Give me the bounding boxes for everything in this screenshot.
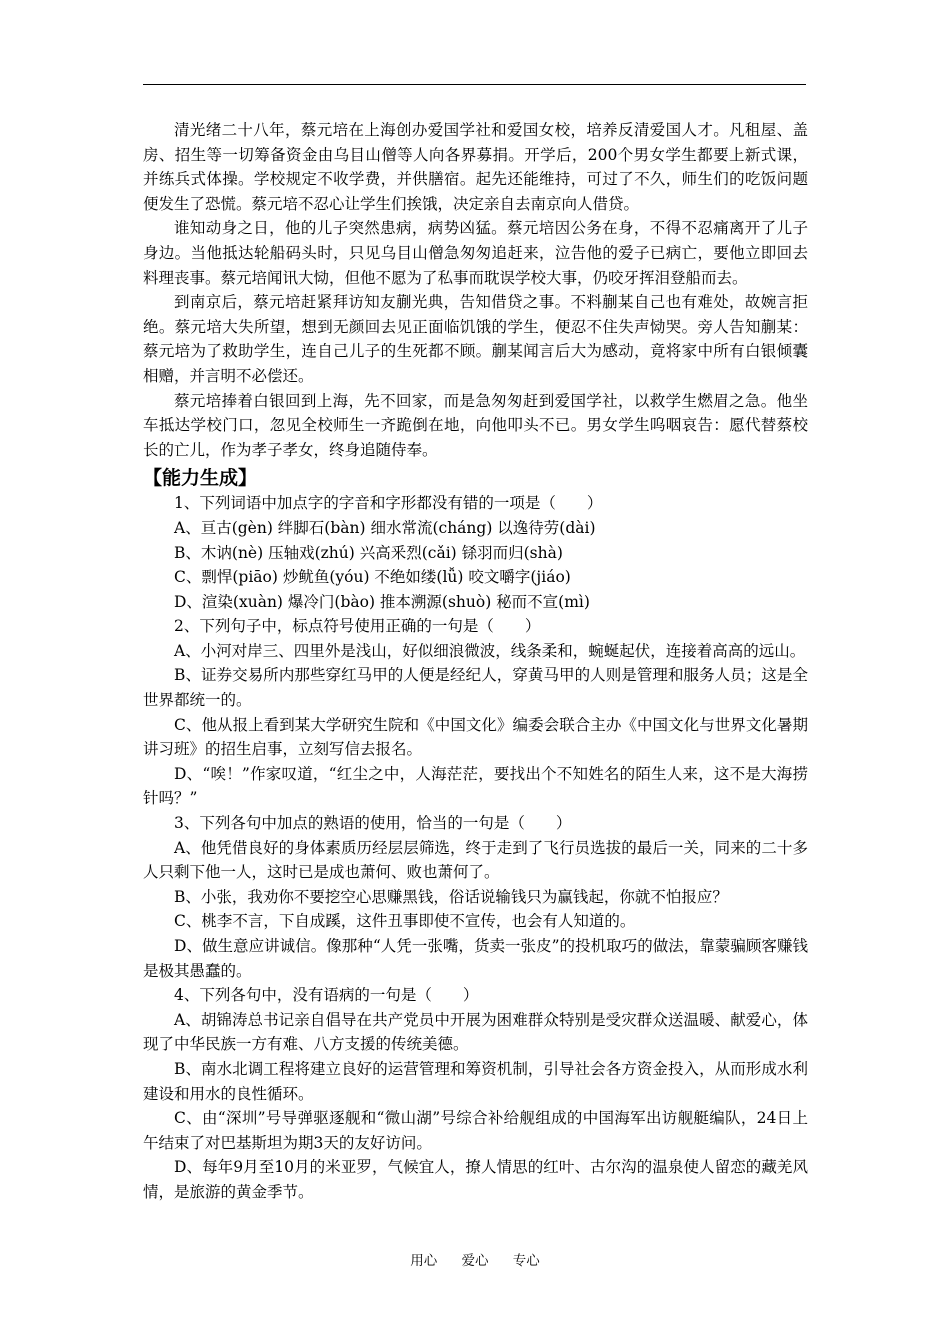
question-stem: 4、下列各句中，没有语病的一句是（ ） xyxy=(174,986,479,1005)
passage-paragraph: 清光绪二十八年，蔡元培在上海创办爱国学社和爱国女校，培养反清爱国人才。凡租屋、盖房、招生等一切筹备资金由乌目山僧等人向各界募捐。开学后，200个男女学生都要上新式课，并练兵式体操。学校规定不收学费，并供膳宿。起先还能维持，可过了不久，师生们的吃饭问题便发生了恐慌。蔡元培不忍心让学生们挨饿，决定亲自去南京向人借贷。 xyxy=(143,121,808,213)
page-footer xyxy=(0,1249,950,1269)
question-option: D、渲染(xuàn) 爆冷门(bào) 推本溯源(shuò) 秘而不宣(mì) xyxy=(174,592,590,611)
question-option: B、小张，我劝你不要挖空心思赚黑钱，俗话说输钱只为赢钱起，你就不怕报应？ xyxy=(174,887,728,906)
question-stem: 2、下列句子中，标点符号使用正确的一句是（ ） xyxy=(174,617,541,636)
question-option: B、木讷(nè) 压轴戏(zhú) 兴高釆烈(cǎi) 铩羽而归(shà) xyxy=(174,543,563,562)
question-stem: 1、下列词语中加点字的字音和字形都没有错的一项是（ ） xyxy=(174,494,603,513)
question-option: A、亘古(gèn) 绊脚石(bàn) 细水常流(cháng) 以逸待劳(dài) xyxy=(174,518,596,537)
question-option: D、每年9月至10月的米亚罗，气候宜人，撩人情思的红叶、古尔沟的温泉使人留恋的藏羌风情，是旅游的黄金季节。 xyxy=(143,1158,808,1201)
question-option: A、他凭借良好的身体素质历经层层筛选，终于走到了飞行员选拔的最后一关，同来的二十多人只剩下他一人，这时已是成也萧何、败也萧何了。 xyxy=(143,838,808,882)
passage-paragraph: 谁知动身之日，他的儿子突然患病，病势凶猛。蔡元培因公务在身，不得不忍痛离开了儿子身边。当他抵达轮船码头时，只见乌目山僧急匆匆追赶来，泣告他的爱子已病亡，要他立即回去料理丧事。蔡元培闻讯大恸，但他不愿为了私事而耽误学校大事，仍咬牙挥泪登船而去。 xyxy=(143,219,808,287)
document-body xyxy=(143,118,808,1205)
passage-paragraph: 到南京后，蔡元培赶紧拜访知友蒯光典，告知借贷之事。不料蒯某自己也有难处，故婉言拒绝。蔡元培大失所望，想到无颜回去见正面临饥饿的学生，便忍不住失声恸哭。旁人告知蒯某：蔡元培为了救助学生，连自己儿子的生死都不顾。蒯某闻言后大为感动，竟将家中所有白银倾囊相赠，并言明不必偿还。 xyxy=(143,293,808,385)
question-option: C、由“深圳”号导弹驱逐舰和“微山湖”号综合补给舰组成的中国海军出访舰艇编队，24日上午结束了对巴基斯坦为期3天的友好访问。 xyxy=(143,1109,808,1152)
question-option: B、证券交易所内那些穿红马甲的人便是经纪人，穿黄马甲的人则是管理和服务人员；这是全世界都统一的。 xyxy=(143,666,808,710)
question-option: D、“唉！”作家叹道，“红尘之中，人海茫茫，要找出个不知姓名的陌生人来，这不是大海捞针吗？” xyxy=(143,764,808,808)
footer-word: 用心 xyxy=(410,1253,438,1269)
footer-word: 专心 xyxy=(512,1253,540,1269)
footer-word: 爱心 xyxy=(461,1253,489,1269)
header-rule xyxy=(143,84,806,85)
question-option: D、做生意应讲诚信。像那种“人凭一张嘴，货卖一张皮”的投机取巧的做法，靠蒙骗顾客赚钱是极其愚蠢的。 xyxy=(143,937,808,980)
question-option: B、南水北调工程将建立良好的运营管理和筹资机制，引导社会各方资金投入，从而形成水利建设和用水的良性循环。 xyxy=(143,1059,808,1103)
question-option: A、小河对岸三、四里外是浅山，好似细浪微波，线条柔和，蜿蜒起伏，连接着高高的远山。 xyxy=(174,641,806,660)
passage-paragraph: 蔡元培捧着白银回到上海，先不回家，而是急匆匆赶到爱国学社，以救学生燃眉之急。他坐车抵达学校门口，忽见全校师生一齐跪倒在地，向他叩头不已。男女学生呜咽哀告：愿代替蔡校长的亡儿，作为孝子孝女，终身追随侍奉。 xyxy=(143,391,808,459)
question-option: C、桃李不言，下自成蹊，这件丑事即使不宣传，也会有人知道的。 xyxy=(174,912,636,931)
question-option: C、剽悍(piāo) 炒鱿鱼(yóu) 不绝如缕(lǚ) 咬文嚼字(jiáo) xyxy=(174,568,571,587)
question-option: A、胡锦涛总书记亲自倡导在共产党员中开展为困难群众特别是受灾群众送温暖、献爱心，体现了中华民族一方有难、八方支援的传统美德。 xyxy=(143,1010,808,1054)
section-title: 【能力生成】 xyxy=(143,467,258,490)
question-stem: 3、下列各句中加点的熟语的使用，恰当的一句是（ ） xyxy=(174,814,572,833)
question-option: C、他从报上看到某大学研究生院和《中国文化》编委会联合主办《中国文化与世界文化暑期讲习班》的招生启事，立刻写信去报名。 xyxy=(143,715,808,759)
